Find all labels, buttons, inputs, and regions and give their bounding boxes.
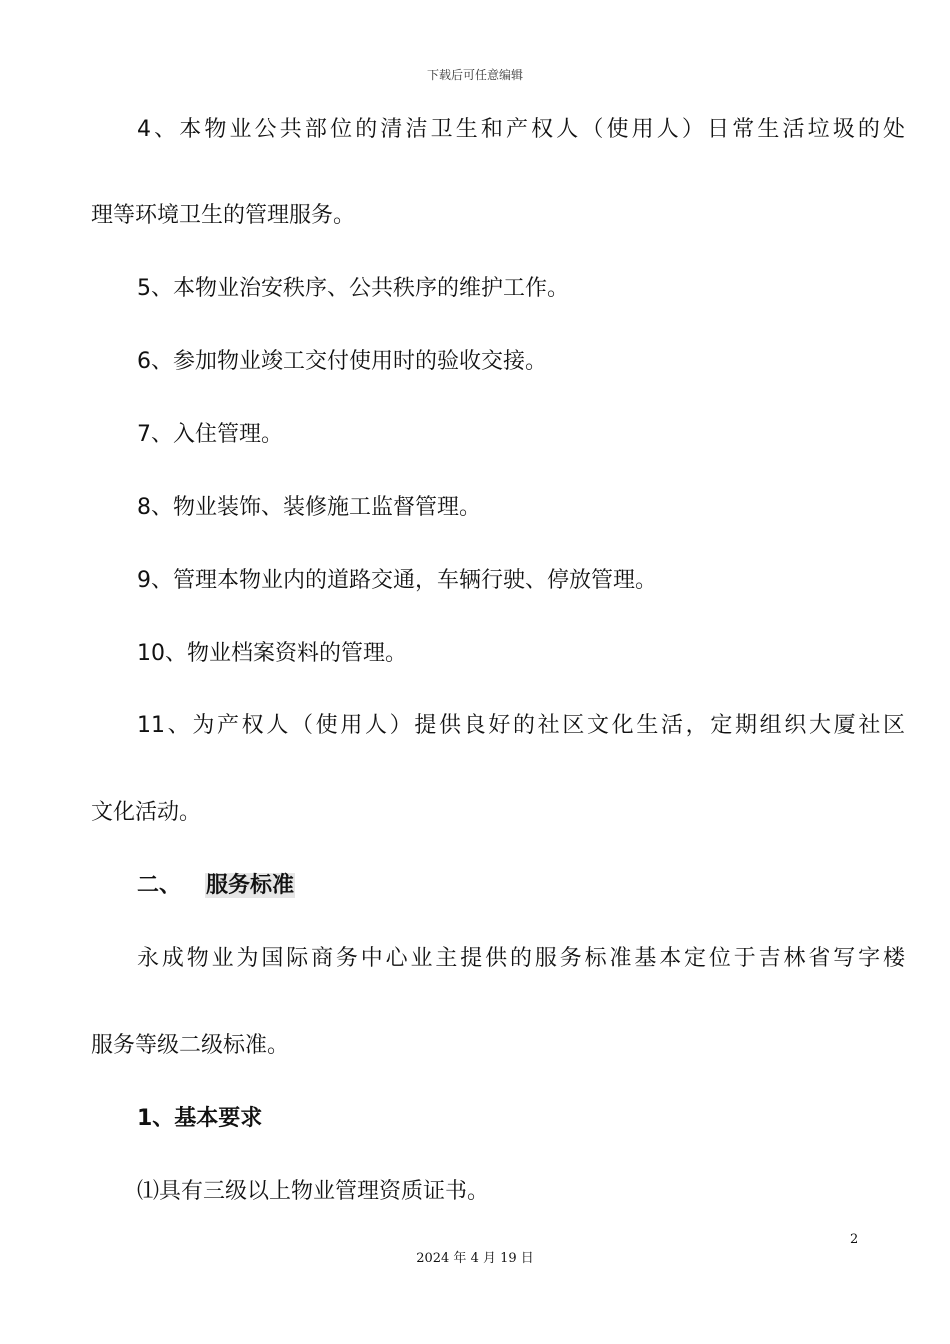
list-item: ⑴具有三级以上物业管理资质证书。	[137, 1179, 490, 1204]
section-number: 二、	[137, 873, 182, 898]
subsection-heading: 1、基本要求	[137, 1106, 263, 1131]
paragraph-item-4-line-1: 4、本物业公共部位的清洁卫生和产权人（使用人）日常生活垃圾的处	[137, 117, 905, 142]
paragraph-item-8: 8、物业装饰、装修施工监督管理。	[137, 495, 481, 520]
paragraph-item-5: 5、本物业治安秩序、公共秩序的维护工作。	[137, 276, 569, 301]
body-paragraph-line-1: 永成物业为国际商务中心业主提供的服务标准基本定位于吉林省写字楼	[137, 946, 905, 971]
paragraph-item-4-line-2: 理等环境卫生的管理服务。	[91, 203, 356, 228]
paragraph-item-9: 9、管理本物业内的道路交通，车辆行驶、停放管理。	[137, 568, 657, 593]
section-title: 服务标准	[206, 873, 295, 898]
paragraph-item-10: 10、物业档案资料的管理。	[137, 641, 407, 666]
section-heading	[137, 871, 295, 901]
page-number: 2	[850, 1232, 859, 1247]
paragraph-item-7: 7、入住管理。	[137, 422, 283, 447]
paragraph-item-11-line-1: 11、为产权人（使用人）提供良好的社区文化生活，定期组织大厦社区	[137, 713, 905, 738]
paragraph-item-11-line-2: 文化活动。	[91, 800, 202, 825]
body-paragraph-line-2: 服务等级二级标准。	[91, 1033, 290, 1058]
page-footer-date: 2024 年 4 月 19 日	[416, 1251, 534, 1266]
page-header: 下载后可任意编辑	[426, 68, 523, 82]
paragraph-item-6: 6、参加物业竣工交付使用时的验收交接。	[137, 349, 547, 374]
